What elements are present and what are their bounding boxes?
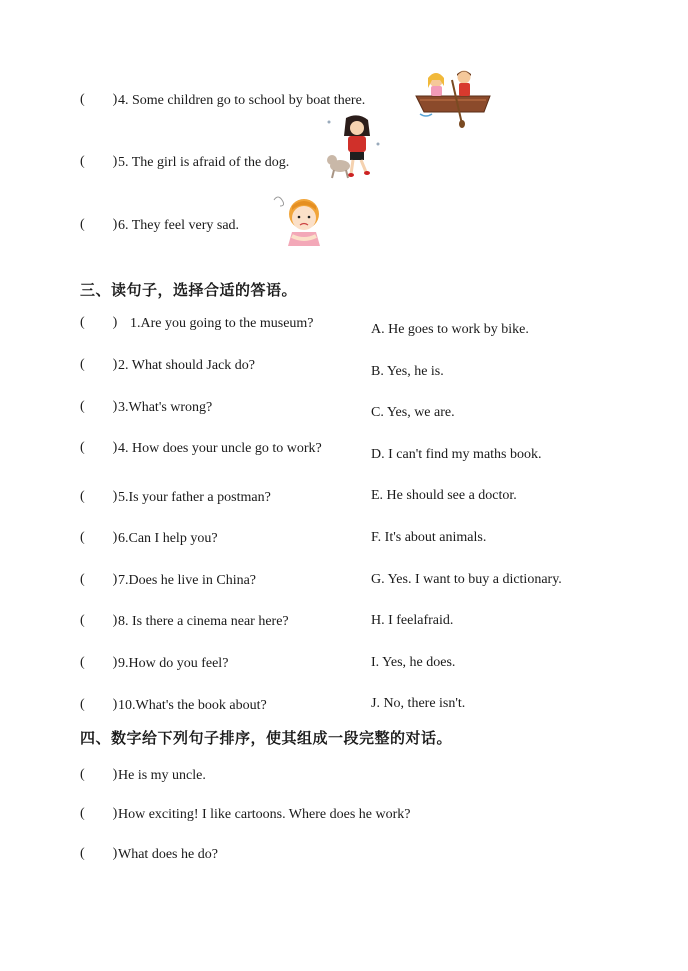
answer-option: H. I feelafraid.: [371, 613, 454, 628]
answer-paren[interactable]: ( ): [80, 489, 118, 504]
answer-paren[interactable]: ( ): [80, 315, 118, 330]
answer-paren[interactable]: ( ): [80, 92, 118, 107]
answer-option: G. Yes. I want to buy a dictionary.: [371, 572, 562, 587]
question-text: 7.Does he live in China?: [118, 573, 257, 588]
answer-paren[interactable]: ( ): [80, 697, 118, 712]
answer-paren[interactable]: ( ): [80, 572, 118, 587]
answer-option: C. Yes, we are.: [371, 405, 455, 420]
section-heading: 四、数字给下列句子排序，使其组成一段完整的对话。: [80, 729, 453, 747]
question-text: 10.What's the book about?: [118, 698, 267, 713]
answer-paren[interactable]: ( ): [80, 399, 118, 414]
answer-paren[interactable]: ( ): [80, 530, 118, 545]
dialogue-text: What does he do?: [118, 847, 218, 862]
question-text: 5.Is your father a postman?: [118, 490, 271, 505]
answer-paren[interactable]: ( ): [80, 806, 118, 821]
section-heading: 三、读句子，选择合适的答语。: [80, 281, 298, 299]
dialogue-text: How exciting! I like cartoons. Where does he work?: [118, 807, 411, 822]
answer-paren[interactable]: ( ): [80, 440, 118, 455]
dialogue-text: He is my uncle.: [118, 768, 206, 783]
question-text: 2. What should Jack do?: [118, 358, 255, 373]
answer-option: F. It's about animals.: [371, 530, 487, 545]
answer-paren[interactable]: ( ): [80, 217, 118, 232]
answer-option: B. Yes, he is.: [371, 364, 444, 379]
answer-paren[interactable]: ( ): [80, 357, 118, 372]
statement-text: 4. Some children go to school by boat there.: [118, 93, 366, 108]
statement-text: 5. The girl is afraid of the dog.: [118, 155, 290, 170]
answer-option: J. No, there isn't.: [371, 696, 466, 711]
answer-paren[interactable]: ( ): [80, 767, 118, 782]
answer-option: A. He goes to work by bike.: [371, 322, 529, 337]
answer-option: D. I can't find my maths book.: [371, 447, 542, 462]
statement-text: 6. They feel very sad.: [118, 218, 240, 233]
answer-option: I. Yes, he does.: [371, 655, 456, 670]
question-text: 3.What's wrong?: [118, 400, 213, 415]
question-text: 9.How do you feel?: [118, 656, 229, 671]
answer-option: E. He should see a doctor.: [371, 488, 517, 503]
question-text: 4. How does your uncle go to work?: [118, 441, 322, 456]
question-text: 8. Is there a cinema near here?: [118, 614, 289, 629]
question-text: 1.Are you going to the museum?: [130, 316, 314, 331]
answer-paren[interactable]: ( ): [80, 613, 118, 628]
answer-paren[interactable]: ( ): [80, 655, 118, 670]
answer-paren[interactable]: ( ): [80, 154, 118, 169]
question-text: 6.Can I help you?: [118, 531, 218, 546]
boat-children-icon: [414, 66, 492, 128]
answer-paren[interactable]: ( ): [80, 846, 118, 861]
sad-girl-icon: [270, 190, 334, 248]
girl-with-dog-icon: [326, 114, 384, 182]
